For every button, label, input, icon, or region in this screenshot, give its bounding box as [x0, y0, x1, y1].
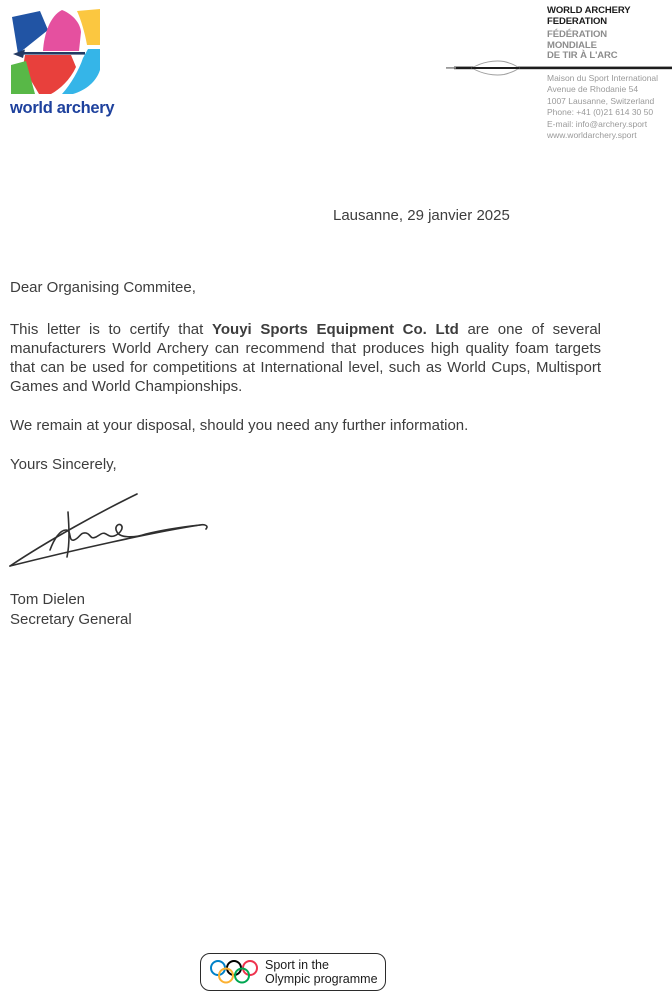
org-name-block: [547, 6, 667, 62]
olympic-rings-icon: [208, 957, 258, 987]
para1-before: This letter is to certify that: [10, 321, 212, 338]
org-name-line: WORLD ARCHERY: [547, 5, 631, 16]
certification-paragraph: [10, 320, 601, 396]
signer-name: Tom Dielen: [10, 591, 86, 608]
address-line: E-mail: info@archery.sport: [547, 118, 648, 129]
badge-line-1: Sport in the: [265, 957, 329, 972]
org-name-fr-line: FÉDÉRATION: [547, 29, 608, 40]
org-name-fr-line: MONDIALE: [547, 39, 597, 51]
world-archery-logo-icon: [10, 8, 102, 96]
world-archery-logo: [10, 8, 115, 118]
signer-block: [10, 590, 132, 629]
signer-title: Secretary General: [10, 610, 132, 628]
org-name-line: FEDERATION: [547, 15, 608, 27]
company-name: Youyi Sports Equipment Co. Ltd: [211, 321, 459, 338]
org-name-fr-line: DE TIR À L'ARC: [547, 50, 618, 61]
address-line: www.worldarchery.sport: [547, 130, 637, 141]
dateline: Lausanne, 29 janvier 2025: [333, 207, 510, 224]
badge-line-2: Olympic programme: [265, 972, 378, 986]
logo-wordmark: world archery: [10, 99, 115, 117]
olympic-programme-badge: [200, 953, 386, 991]
address-line: Avenue de Rhodanie 54: [547, 84, 639, 95]
letter-body: [10, 278, 601, 474]
badge-text: [265, 958, 378, 987]
address-line: Maison du Sport International: [547, 73, 659, 83]
para1-after: are one of several manufacturers World Archery can recommend that produces high quality foam targets that can be used for competitions at International level, such as World Cups, Multisport Games and World Championships.: [10, 321, 601, 395]
closing: Yours Sincerely,: [10, 456, 117, 473]
salutation: Dear Organising Commitee,: [10, 279, 196, 296]
address-line: Phone: +41 (0)21 614 30 50: [547, 107, 654, 118]
signature-scrawl: [4, 487, 216, 575]
disposal-paragraph: We remain at your disposal, should you need any further information.: [10, 417, 469, 434]
address-block: [547, 73, 672, 141]
address-line: 1007 Lausanne, Switzerland: [547, 95, 655, 106]
